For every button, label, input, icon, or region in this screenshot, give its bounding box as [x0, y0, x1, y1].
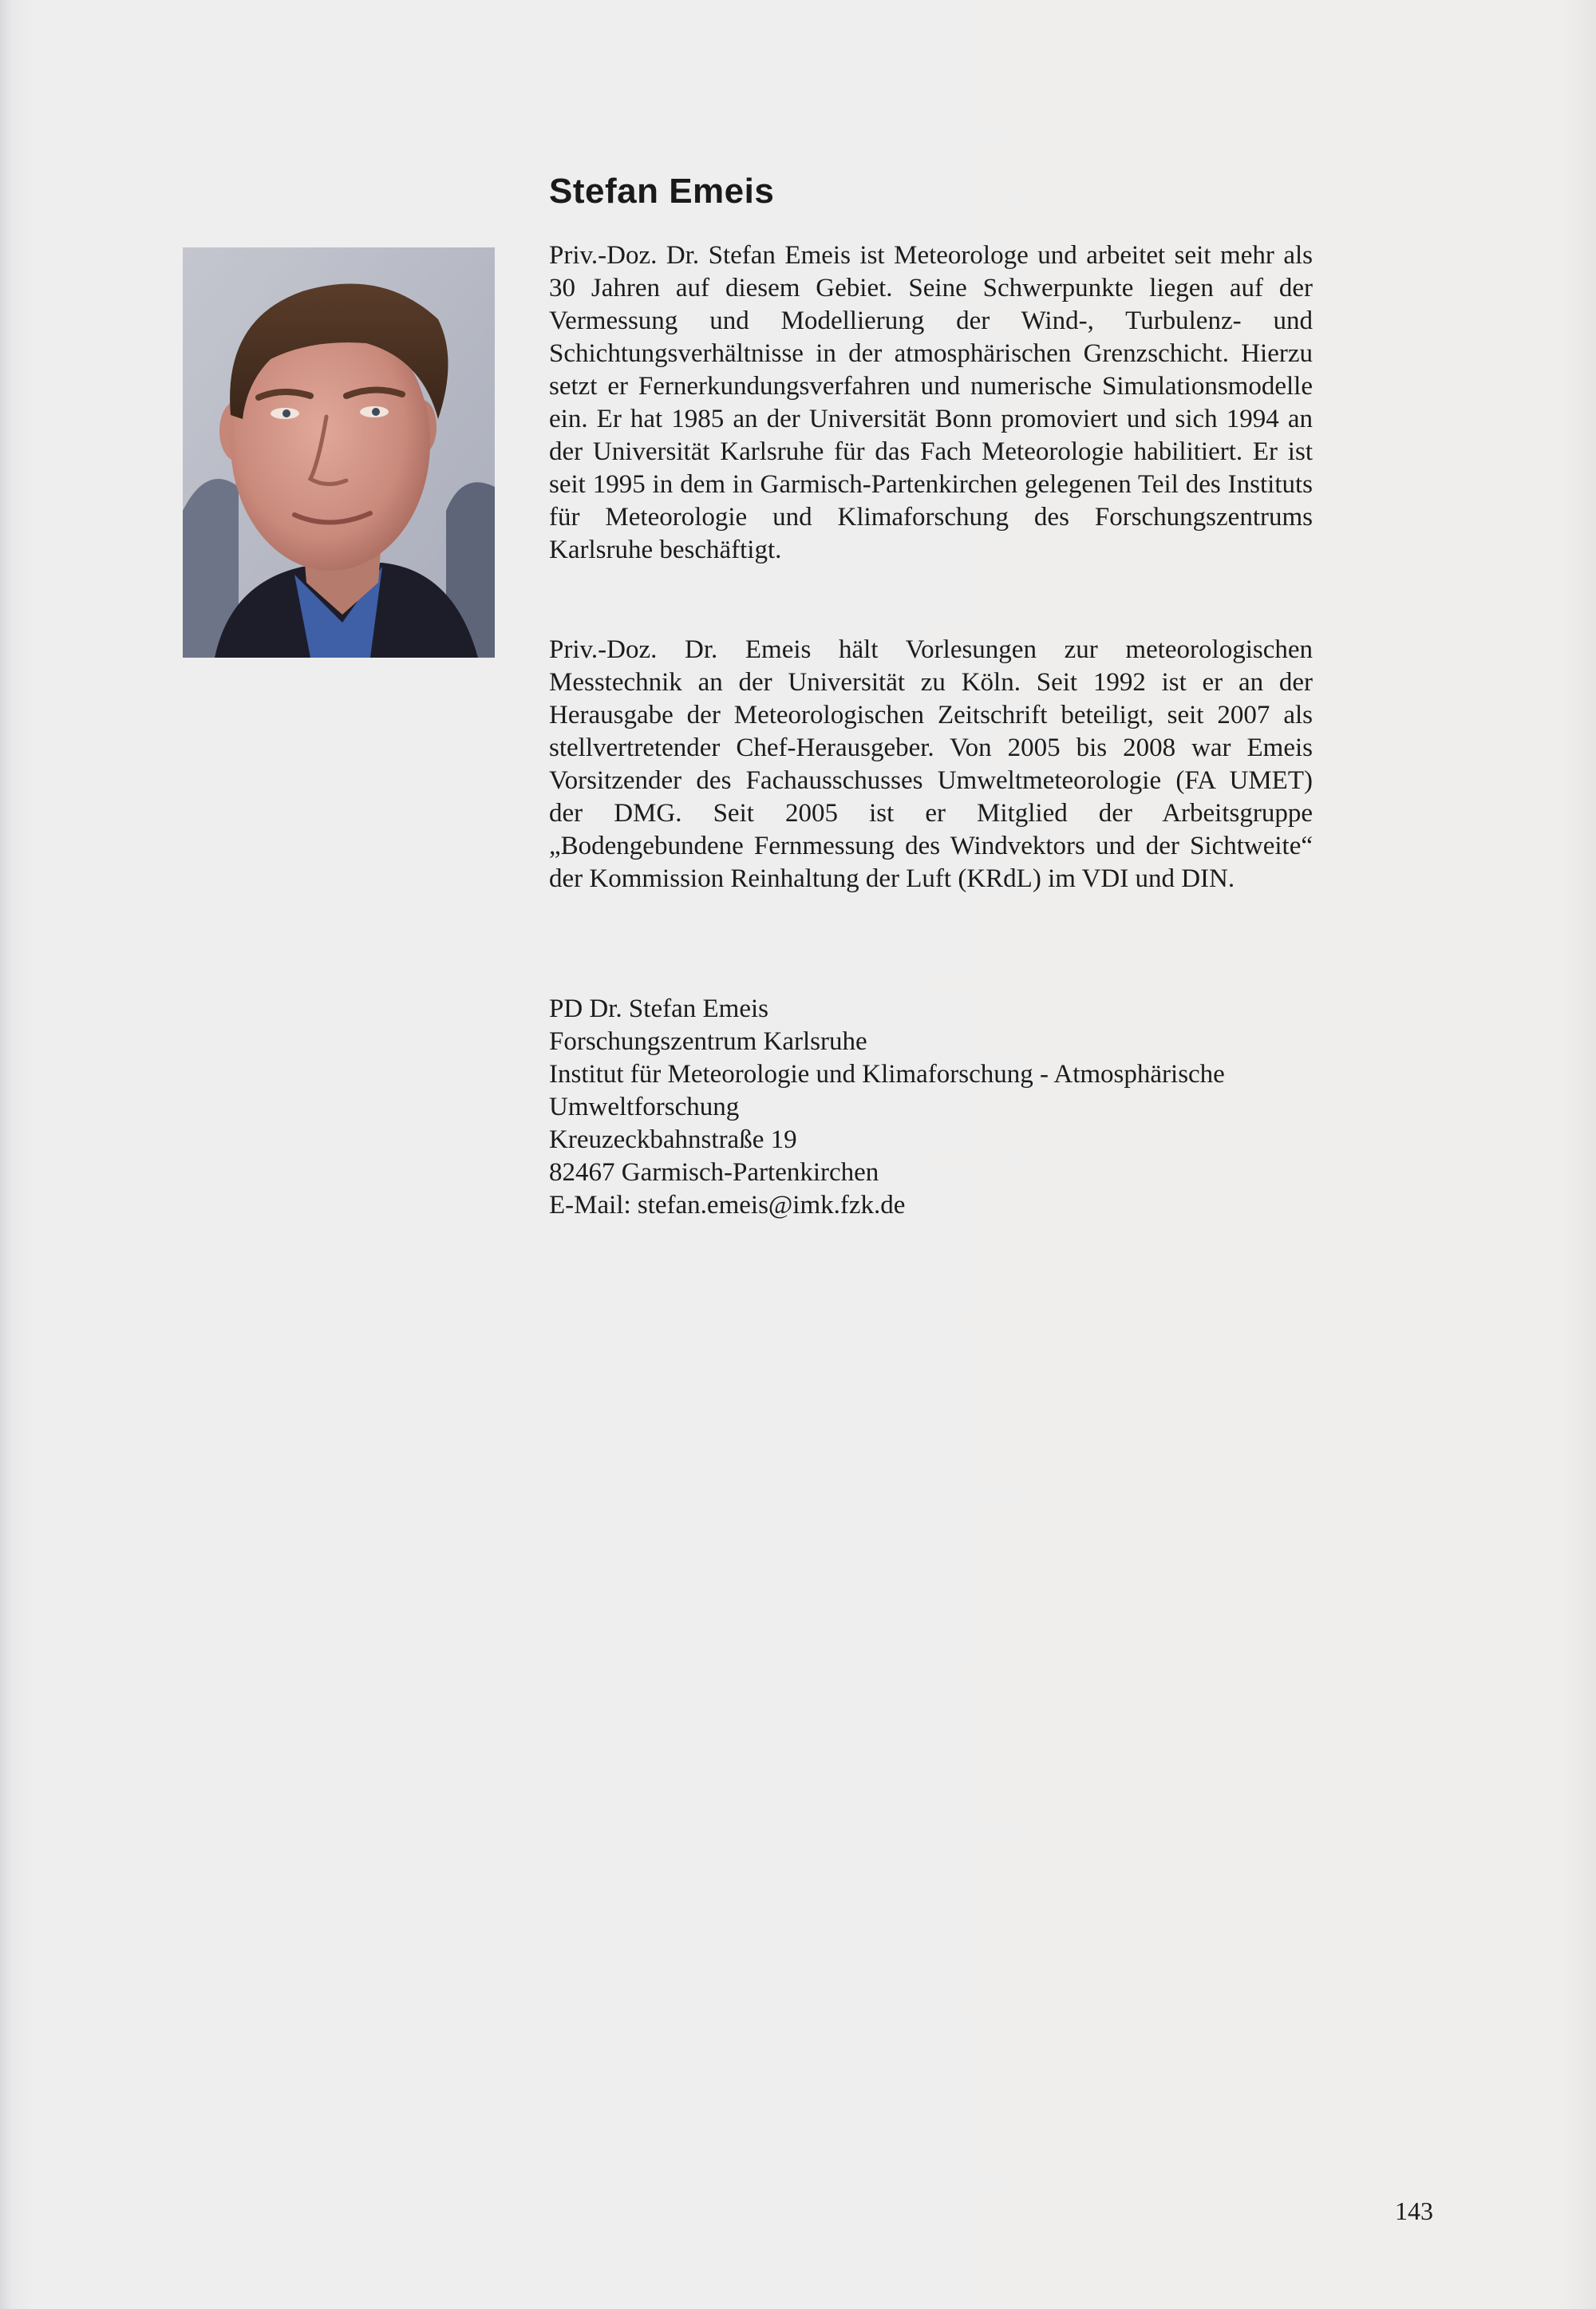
address-institute-line-1: Institut für Meteorologie und Klimaforschung - Atmosphärische: [549, 1060, 1225, 1089]
biography-paragraph-2: Priv.-Doz. Dr. Emeis hält Vorlesungen zur meteorologischen Messtechnik an der Universität zu Köln. Seit 1992 ist er an der Herausgabe der Meteorologischen Zeitschrift beteiligt, seit 2007 als stellvertretender Chef-Herausgeber. Von 2005 bis 2008 war Emeis Vorsitzender des Fachausschusses Umweltmeteorologie (FA UMET) der DMG. Seit 2005 ist er Mitglied der Arbeitsgruppe „Bodengebundene Fernmessung des Windvektors und der Sichtweite“ der Kommission Reinhaltung der Luft (KRdL) im VDI und DIN.: [549, 635, 1313, 893]
contact-address-block: [549, 993, 1347, 1222]
address-street: Kreuzeckbahnstraße 19: [549, 1125, 797, 1154]
address-name: PD Dr. Stefan Emeis: [549, 994, 768, 1023]
portrait-photo: [183, 247, 495, 658]
biography-paragraph-1: Priv.-Doz. Dr. Stefan Emeis ist Meteorologe und arbeitet seit mehr als 30 Jahren auf diesem Gebiet. Seine Schwerpunkte liegen auf der Vermessung und Modellierung der Wind-, Turbulenz- und Schichtungsverhältnisse in der atmosphärischen Grenzschicht. Hierzu setzt er Fernerkundungsverfahren und numerische Simulationsmodelle ein. Er hat 1985 an der Universität Bonn promoviert und sich 1994 an der Universität Karlsruhe für das Fach Meteorologie habilitiert. Er ist seit 1995 in dem in Garmisch-Partenkirchen gelegenen Teil des Instituts für Meteorologie und Klimaforschung des Forschungszentrums Karlsruhe beschäftigt.: [549, 241, 1313, 564]
address-email: E-Mail: stefan.emeis@imk.fzk.de: [549, 1191, 906, 1220]
address-city: 82467 Garmisch-Partenkirchen: [549, 1158, 879, 1187]
person-name-heading: Stefan Emeis: [549, 172, 775, 211]
page-number: 143: [1395, 2196, 1433, 2225]
address-organization: Forschungszentrum Karlsruhe: [549, 1027, 867, 1056]
address-institute-line-2: Umweltforschung: [549, 1093, 740, 1121]
